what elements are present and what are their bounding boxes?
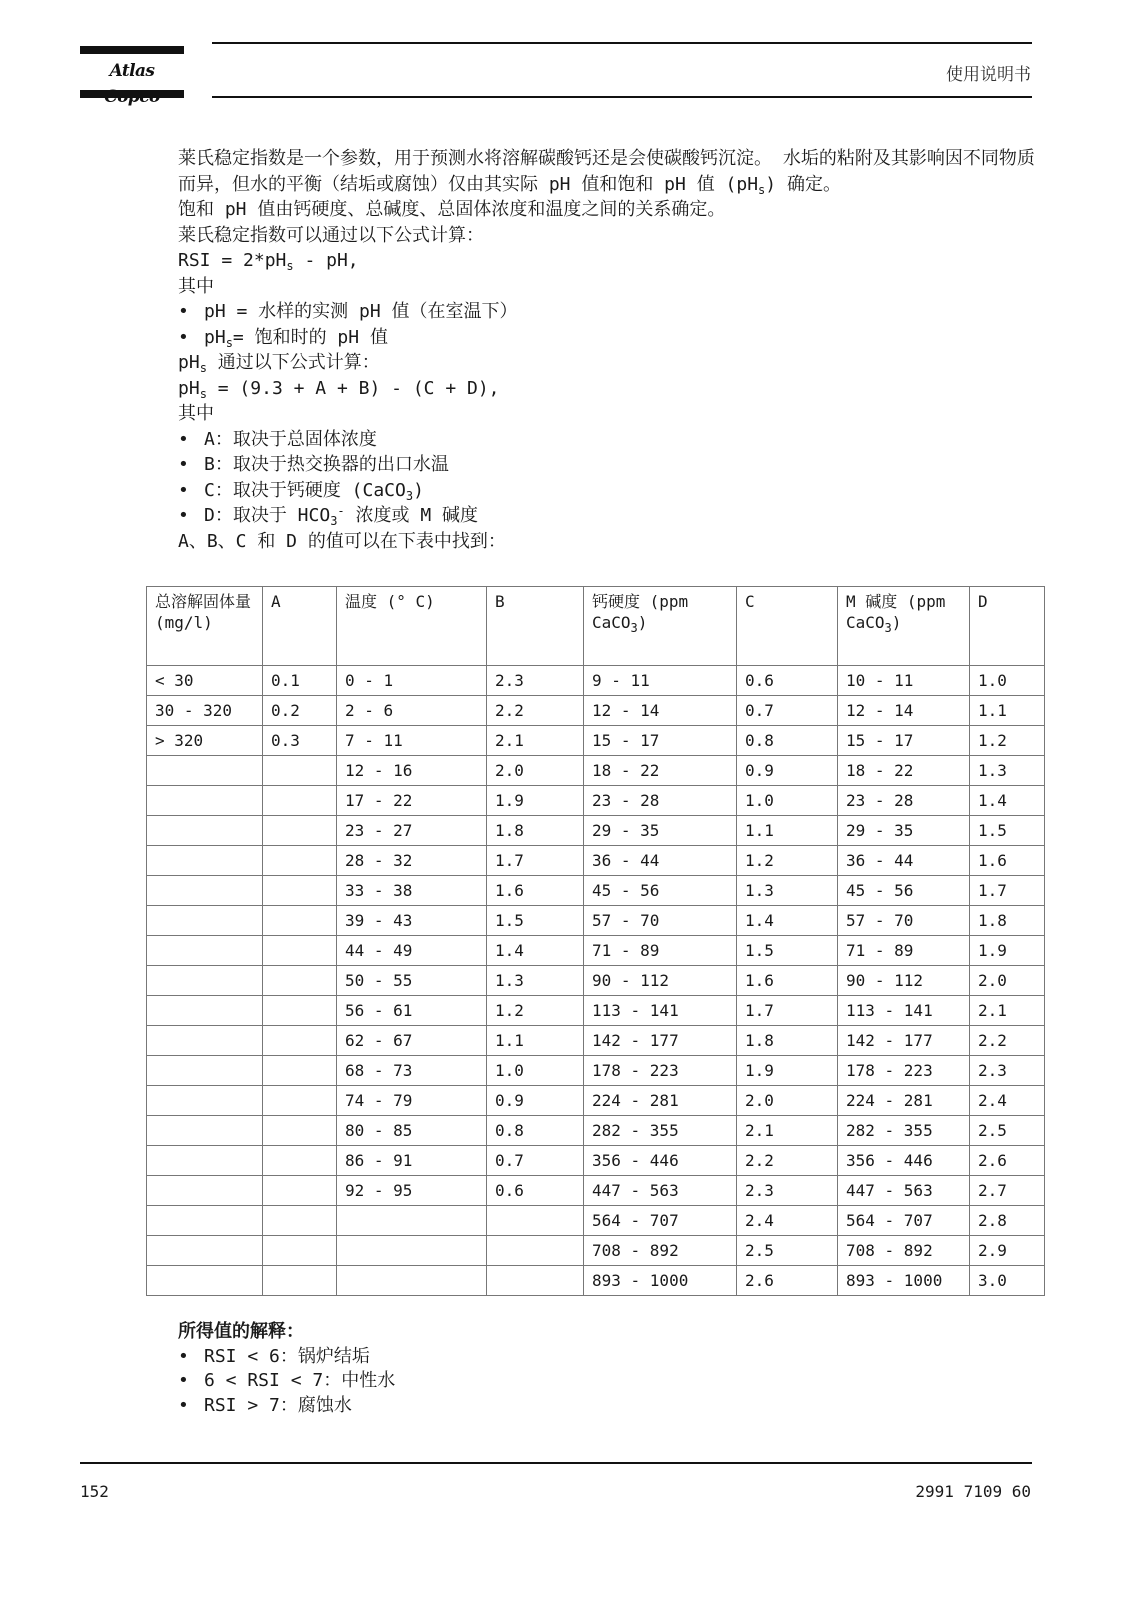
tds-cell bbox=[147, 756, 263, 786]
m-alkalinity-cell: 15 - 17 bbox=[838, 726, 970, 756]
header-m-alkalinity: M 碱度 (ppm CaCO$_3$) bbox=[838, 587, 970, 666]
temperature-cell: 12 - 16 bbox=[337, 756, 487, 786]
b-cell: 1.4 bbox=[487, 936, 584, 966]
table-row bbox=[147, 1176, 1045, 1206]
intro-section bbox=[178, 146, 1038, 554]
calcium-hardness-cell: 12 - 14 bbox=[584, 696, 737, 726]
rsi-lookup-table bbox=[146, 586, 1045, 1296]
temperature-cell: 2 - 6 bbox=[337, 696, 487, 726]
b-cell: 1.9 bbox=[487, 786, 584, 816]
d-cell: 2.9 bbox=[970, 1236, 1045, 1266]
b-cell: 1.8 bbox=[487, 816, 584, 846]
a-cell bbox=[263, 996, 337, 1026]
table-body bbox=[147, 666, 1045, 1296]
c-cell: 1.6 bbox=[737, 966, 838, 996]
tds-cell: < 30 bbox=[147, 666, 263, 696]
phs-formula: $pH_s = (9.3 + A + B) - (C + D)$, bbox=[178, 377, 500, 401]
b-cell bbox=[487, 1236, 584, 1266]
temperature-cell: 92 - 95 bbox=[337, 1176, 487, 1206]
calcium-hardness-cell: 9 - 11 bbox=[584, 666, 737, 696]
b-cell: 0.6 bbox=[487, 1176, 584, 1206]
b-cell: 2.0 bbox=[487, 756, 584, 786]
temperature-cell bbox=[337, 1236, 487, 1266]
list-item: • pH = 水样的实测 pH 值（在室温下） bbox=[178, 299, 1038, 325]
tds-cell bbox=[147, 1176, 263, 1206]
atlas-copco-logo bbox=[80, 46, 184, 98]
tds-cell bbox=[147, 1266, 263, 1296]
calcium-hardness-cell: 893 - 1000 bbox=[584, 1266, 737, 1296]
m-alkalinity-cell: 178 - 223 bbox=[838, 1056, 970, 1086]
c-cell: 1.7 bbox=[737, 996, 838, 1026]
calcium-hardness-cell: 15 - 17 bbox=[584, 726, 737, 756]
d-cell: 1.3 bbox=[970, 756, 1045, 786]
tds-cell bbox=[147, 846, 263, 876]
c-cell: 2.4 bbox=[737, 1206, 838, 1236]
header-rule-top bbox=[212, 42, 1032, 44]
m-alkalinity-cell: 10 - 11 bbox=[838, 666, 970, 696]
header-c: C bbox=[737, 587, 838, 666]
a-cell bbox=[263, 1026, 337, 1056]
tds-cell bbox=[147, 1146, 263, 1176]
calcium-hardness-cell: 29 - 35 bbox=[584, 816, 737, 846]
d-cell: 1.9 bbox=[970, 936, 1045, 966]
list-item: • RSI > 7：腐蚀水 bbox=[178, 1394, 778, 1419]
d-cell: 2.1 bbox=[970, 996, 1045, 1026]
calcium-hardness-cell: 18 - 22 bbox=[584, 756, 737, 786]
header-b: B bbox=[487, 587, 584, 666]
interpretation-heading: 所得值的解释： bbox=[178, 1321, 304, 1342]
m-alkalinity-cell: 113 - 141 bbox=[838, 996, 970, 1026]
d-cell: 1.7 bbox=[970, 876, 1045, 906]
c-cell: 2.2 bbox=[737, 1146, 838, 1176]
header-total-dissolved-solids: 总溶解固体量 (mg/l) bbox=[147, 587, 263, 666]
list-item: • C：取决于钙硬度 (CaCO$_3$) bbox=[178, 478, 1038, 504]
a-cell bbox=[263, 1086, 337, 1116]
c-cell: 1.2 bbox=[737, 846, 838, 876]
temperature-cell: 28 - 32 bbox=[337, 846, 487, 876]
table-row bbox=[147, 1056, 1045, 1086]
c-cell: 0.9 bbox=[737, 756, 838, 786]
table-intro: A、B、C 和 D 的值可以在下表中找到： bbox=[178, 530, 506, 552]
m-alkalinity-cell: 282 - 355 bbox=[838, 1116, 970, 1146]
a-cell bbox=[263, 966, 337, 996]
calcium-hardness-cell: 282 - 355 bbox=[584, 1116, 737, 1146]
b-cell: 2.3 bbox=[487, 666, 584, 696]
temperature-cell: 33 - 38 bbox=[337, 876, 487, 906]
temperature-cell: 56 - 61 bbox=[337, 996, 487, 1026]
m-alkalinity-cell: 142 - 177 bbox=[838, 1026, 970, 1056]
tds-cell bbox=[147, 786, 263, 816]
m-alkalinity-cell: 12 - 14 bbox=[838, 696, 970, 726]
phs-intro: $pH_s$ 通过以下公式计算： bbox=[178, 352, 380, 375]
b-cell: 0.9 bbox=[487, 1086, 584, 1116]
b-cell bbox=[487, 1266, 584, 1296]
table-row bbox=[147, 816, 1045, 846]
temperature-cell: 50 - 55 bbox=[337, 966, 487, 996]
tds-cell bbox=[147, 876, 263, 906]
logo-wordmark: Atlas bbox=[109, 61, 155, 81]
tds-cell: > 320 bbox=[147, 726, 263, 756]
m-alkalinity-cell: 36 - 44 bbox=[838, 846, 970, 876]
d-cell: 2.4 bbox=[970, 1086, 1045, 1116]
list-item: • RSI < 6：锅炉结垢 bbox=[178, 1345, 778, 1370]
d-cell: 1.4 bbox=[970, 786, 1045, 816]
intro-paragraph-3: 莱氏稳定指数可以通过以下公式计算： bbox=[178, 224, 484, 246]
d-cell: 2.2 bbox=[970, 1026, 1045, 1056]
a-cell bbox=[263, 756, 337, 786]
table-row bbox=[147, 1086, 1045, 1116]
m-alkalinity-cell: 447 - 563 bbox=[838, 1176, 970, 1206]
b-cell: 2.2 bbox=[487, 696, 584, 726]
tds-cell bbox=[147, 996, 263, 1026]
c-cell: 2.0 bbox=[737, 1086, 838, 1116]
c-cell: 1.8 bbox=[737, 1026, 838, 1056]
where-label-2: 其中 bbox=[178, 403, 214, 424]
table-row bbox=[147, 1206, 1045, 1236]
a-cell: 0.3 bbox=[263, 726, 337, 756]
temperature-cell: 86 - 91 bbox=[337, 1146, 487, 1176]
calcium-hardness-cell: 36 - 44 bbox=[584, 846, 737, 876]
temperature-cell: 62 - 67 bbox=[337, 1026, 487, 1056]
table-row bbox=[147, 756, 1045, 786]
m-alkalinity-cell: 224 - 281 bbox=[838, 1086, 970, 1116]
header-a: A bbox=[263, 587, 337, 666]
a-cell bbox=[263, 816, 337, 846]
calcium-hardness-cell: 356 - 446 bbox=[584, 1146, 737, 1176]
c-cell: 2.1 bbox=[737, 1116, 838, 1146]
tds-cell bbox=[147, 1086, 263, 1116]
header-d: D bbox=[970, 587, 1045, 666]
table-row bbox=[147, 696, 1045, 726]
m-alkalinity-cell: 18 - 22 bbox=[838, 756, 970, 786]
table-row bbox=[147, 1266, 1045, 1296]
table-row bbox=[147, 1116, 1045, 1146]
calcium-hardness-cell: 708 - 892 bbox=[584, 1236, 737, 1266]
temperature-cell: 0 - 1 bbox=[337, 666, 487, 696]
list-item: • B：取决于热交换器的出口水温 bbox=[178, 452, 1038, 478]
d-cell: 1.2 bbox=[970, 726, 1045, 756]
list-item: • A：取决于总固体浓度 bbox=[178, 427, 1038, 453]
d-cell: 2.0 bbox=[970, 966, 1045, 996]
intro-paragraph-2: 饱和 pH 值由钙硬度、总碱度、总固体浓度和温度之间的关系确定。 bbox=[178, 199, 726, 220]
b-cell: 0.8 bbox=[487, 1116, 584, 1146]
c-cell: 0.8 bbox=[737, 726, 838, 756]
temperature-cell: 74 - 79 bbox=[337, 1086, 487, 1116]
c-cell: 1.9 bbox=[737, 1056, 838, 1086]
c-cell: 0.7 bbox=[737, 696, 838, 726]
temperature-cell bbox=[337, 1266, 487, 1296]
temperature-cell: 44 - 49 bbox=[337, 936, 487, 966]
tds-cell bbox=[147, 1236, 263, 1266]
document-type: 使用说明书 bbox=[946, 65, 1031, 85]
calcium-hardness-cell: 23 - 28 bbox=[584, 786, 737, 816]
b-cell: 1.7 bbox=[487, 846, 584, 876]
a-cell bbox=[263, 1056, 337, 1086]
calcium-hardness-cell: 224 - 281 bbox=[584, 1086, 737, 1116]
temperature-cell: 80 - 85 bbox=[337, 1116, 487, 1146]
table-row bbox=[147, 966, 1045, 996]
b-cell: 1.3 bbox=[487, 966, 584, 996]
b-cell: 0.7 bbox=[487, 1146, 584, 1176]
m-alkalinity-cell: 57 - 70 bbox=[838, 906, 970, 936]
table-row bbox=[147, 936, 1045, 966]
d-cell: 1.6 bbox=[970, 846, 1045, 876]
table-row bbox=[147, 726, 1045, 756]
d-cell: 1.8 bbox=[970, 906, 1045, 936]
a-cell bbox=[263, 1206, 337, 1236]
a-cell bbox=[263, 1266, 337, 1296]
temperature-cell: 39 - 43 bbox=[337, 906, 487, 936]
tds-cell bbox=[147, 936, 263, 966]
c-cell: 1.5 bbox=[737, 936, 838, 966]
m-alkalinity-cell: 29 - 35 bbox=[838, 816, 970, 846]
d-cell: 1.5 bbox=[970, 816, 1045, 846]
temperature-cell: 17 - 22 bbox=[337, 786, 487, 816]
list-item: • 6 < RSI < 7：中性水 bbox=[178, 1369, 778, 1394]
tds-cell: 30 - 320 bbox=[147, 696, 263, 726]
d-cell: 3.0 bbox=[970, 1266, 1045, 1296]
tds-cell bbox=[147, 816, 263, 846]
formula-variable-list-2 bbox=[178, 427, 1038, 529]
table-row bbox=[147, 1026, 1045, 1056]
c-cell: 1.4 bbox=[737, 906, 838, 936]
calcium-hardness-cell: 113 - 141 bbox=[584, 996, 737, 1026]
a-cell bbox=[263, 846, 337, 876]
calcium-hardness-cell: 447 - 563 bbox=[584, 1176, 737, 1206]
calcium-hardness-cell: 564 - 707 bbox=[584, 1206, 737, 1236]
temperature-cell: 68 - 73 bbox=[337, 1056, 487, 1086]
document-number: 2991 7109 60 bbox=[915, 1482, 1031, 1501]
d-cell: 2.7 bbox=[970, 1176, 1045, 1206]
d-cell: 1.1 bbox=[970, 696, 1045, 726]
calcium-hardness-cell: 90 - 112 bbox=[584, 966, 737, 996]
tds-cell bbox=[147, 1056, 263, 1086]
tds-cell bbox=[147, 1116, 263, 1146]
formula-variable-list-1 bbox=[178, 299, 1038, 350]
table-row bbox=[147, 666, 1045, 696]
a-cell bbox=[263, 1236, 337, 1266]
interpretation-list bbox=[178, 1345, 778, 1419]
d-cell: 2.3 bbox=[970, 1056, 1045, 1086]
b-cell: 1.5 bbox=[487, 906, 584, 936]
temperature-cell: 7 - 11 bbox=[337, 726, 487, 756]
m-alkalinity-cell: 356 - 446 bbox=[838, 1146, 970, 1176]
b-cell bbox=[487, 1206, 584, 1236]
a-cell: 0.2 bbox=[263, 696, 337, 726]
c-cell: 2.3 bbox=[737, 1176, 838, 1206]
temperature-cell bbox=[337, 1206, 487, 1236]
tds-cell bbox=[147, 1206, 263, 1236]
d-cell: 2.6 bbox=[970, 1146, 1045, 1176]
table-row bbox=[147, 786, 1045, 816]
table-row bbox=[147, 996, 1045, 1026]
table-row bbox=[147, 846, 1045, 876]
tds-cell bbox=[147, 906, 263, 936]
logo-bar-bottom bbox=[80, 90, 184, 98]
calcium-hardness-cell: 178 - 223 bbox=[584, 1056, 737, 1086]
a-cell bbox=[263, 1176, 337, 1206]
a-cell bbox=[263, 876, 337, 906]
footer-rule bbox=[80, 1462, 1032, 1464]
c-cell: 2.6 bbox=[737, 1266, 838, 1296]
a-cell bbox=[263, 786, 337, 816]
c-cell: 0.6 bbox=[737, 666, 838, 696]
d-cell: 1.0 bbox=[970, 666, 1045, 696]
m-alkalinity-cell: 90 - 112 bbox=[838, 966, 970, 996]
a-cell bbox=[263, 906, 337, 936]
d-cell: 2.8 bbox=[970, 1206, 1045, 1236]
header-temperature: 温度 (° C) bbox=[337, 587, 487, 666]
table-row bbox=[147, 1236, 1045, 1266]
where-label-1: 其中 bbox=[178, 275, 214, 297]
c-cell: 1.0 bbox=[737, 786, 838, 816]
table-row bbox=[147, 906, 1045, 936]
c-cell: 1.3 bbox=[737, 876, 838, 906]
header-rule-bottom bbox=[212, 96, 1032, 98]
c-cell: 2.5 bbox=[737, 1236, 838, 1266]
b-cell: 1.6 bbox=[487, 876, 584, 906]
m-alkalinity-cell: 45 - 56 bbox=[838, 876, 970, 906]
table-row bbox=[147, 876, 1045, 906]
b-cell: 1.2 bbox=[487, 996, 584, 1026]
b-cell: 1.0 bbox=[487, 1056, 584, 1086]
m-alkalinity-cell: 893 - 1000 bbox=[838, 1266, 970, 1296]
c-cell: 1.1 bbox=[737, 816, 838, 846]
m-alkalinity-cell: 564 - 707 bbox=[838, 1206, 970, 1236]
m-alkalinity-cell: 708 - 892 bbox=[838, 1236, 970, 1266]
b-cell: 2.1 bbox=[487, 726, 584, 756]
a-cell: 0.1 bbox=[263, 666, 337, 696]
calcium-hardness-cell: 71 - 89 bbox=[584, 936, 737, 966]
m-alkalinity-cell: 23 - 28 bbox=[838, 786, 970, 816]
rsi-formula: RSI = $2*pH_s$ - pH, bbox=[178, 250, 359, 273]
list-item: • D：取决于 $HCO_3^-$ 浓度或 M 碱度 bbox=[178, 503, 1038, 529]
temperature-cell: 23 - 27 bbox=[337, 816, 487, 846]
header-calcium-hardness: 钙硬度 (ppm CaCO$_3$) bbox=[584, 587, 737, 666]
d-cell: 2.5 bbox=[970, 1116, 1045, 1146]
a-cell bbox=[263, 1116, 337, 1146]
calcium-hardness-cell: 45 - 56 bbox=[584, 876, 737, 906]
interpretation-section bbox=[178, 1320, 778, 1418]
page-number: 152 bbox=[80, 1482, 109, 1501]
calcium-hardness-cell: 142 - 177 bbox=[584, 1026, 737, 1056]
list-item: • $pH_s=$ 饱和时的 pH 值 bbox=[178, 325, 1038, 351]
m-alkalinity-cell: 71 - 89 bbox=[838, 936, 970, 966]
logo-bar-top bbox=[80, 46, 184, 54]
a-cell bbox=[263, 1146, 337, 1176]
table-header-row bbox=[147, 587, 1045, 666]
a-cell bbox=[263, 936, 337, 966]
table-row bbox=[147, 1146, 1045, 1176]
tds-cell bbox=[147, 1026, 263, 1056]
tds-cell bbox=[147, 966, 263, 996]
intro-paragraph-1: 莱氏稳定指数是一个参数，用于预测水将溶解碳酸钙还是会使碳酸钙沉淀。 水垢的粘附及其影响因不同物质而异，但水的平衡（结垢或腐蚀）仅由其实际 pH 值和饱和 pH 值 $(pH_s)$ 确定。 bbox=[178, 148, 1035, 197]
calcium-hardness-cell: 57 - 70 bbox=[584, 906, 737, 936]
b-cell: 1.1 bbox=[487, 1026, 584, 1056]
